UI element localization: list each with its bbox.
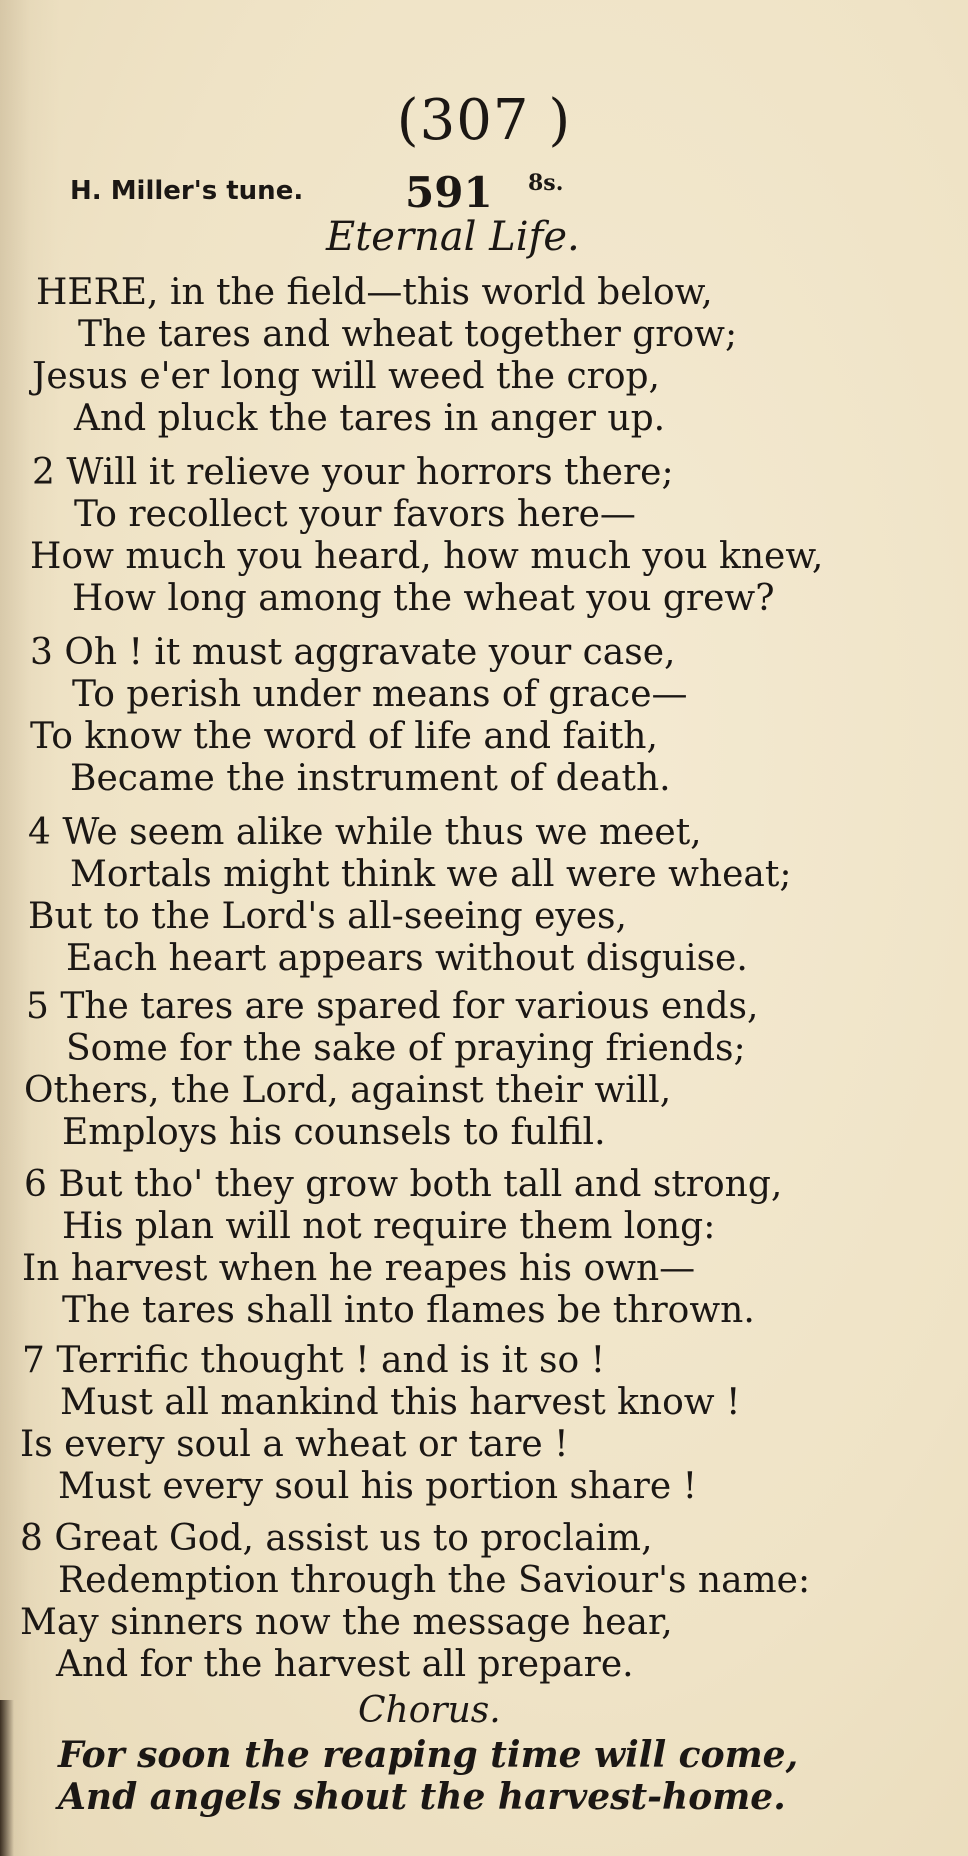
verse-4-line-4: Each heart appears without disguise. [66, 938, 748, 979]
verse-2-line-1: 2 Will it relieve your horrors there; [32, 452, 674, 493]
verse-3-line-4: Became the instrument of death. [70, 758, 671, 799]
verse-6-line-2: His plan will not require them long: [62, 1206, 716, 1247]
hymn-title: Eternal Life. [326, 214, 580, 260]
verse-6-line-1: 6 But tho' they grow both tall and strong, [24, 1164, 783, 1205]
verse-7-line-2: Must all mankind this harvest know ! [60, 1382, 741, 1423]
page-binding-shadow [0, 1700, 14, 1856]
verse-1-line-3: Jesus e'er long will weed the crop, [32, 356, 660, 397]
verse-7-line-3: Is every soul a wheat or tare ! [20, 1424, 569, 1465]
verse-7-line-1: 7 Terrific thought ! and is it so ! [22, 1340, 606, 1381]
verse-4-line-2: Mortals might think we all were wheat; [70, 854, 792, 895]
verse-1-line-1: HERE, in the field—this world below, [36, 272, 713, 313]
verse-2-line-4: How long among the wheat you grew? [72, 578, 775, 619]
chorus-title: Chorus. [358, 1690, 501, 1731]
hymn-number: 591 [405, 168, 493, 217]
verse-5-line-2: Some for the sake of praying friends; [66, 1028, 746, 1069]
verse-3-line-1: 3 Oh ! it must aggravate your case, [30, 632, 676, 673]
verse-7-line-4: Must every soul his portion share ! [58, 1466, 698, 1507]
verse-3-line-2: To perish under means of grace— [72, 674, 688, 715]
verse-8-line-4: And for the harvest all prepare. [56, 1644, 634, 1685]
chorus-line-1: For soon the reaping time will come, [58, 1734, 799, 1776]
verse-8-line-3: May sinners now the message hear, [20, 1602, 673, 1643]
verse-5-line-4: Employs his counsels to fulfil. [62, 1112, 606, 1153]
verse-1-line-4: And pluck the tares in anger up. [74, 398, 666, 439]
verse-6-line-4: The tares shall into flames be thrown. [62, 1290, 755, 1331]
page-number: (307 ) [396, 88, 572, 153]
verse-8-line-2: Redemption through the Saviour's name: [58, 1560, 811, 1601]
verse-3-line-3: To know the word of life and faith, [30, 716, 658, 757]
meter: 8s. [528, 170, 564, 196]
verse-5-line-3: Others, the Lord, against their will, [24, 1070, 672, 1111]
verse-2-line-3: How much you heard, how much you knew, [30, 536, 824, 577]
verse-4-line-3: But to the Lord's all-seeing eyes, [28, 896, 627, 937]
verse-1-line-2: The tares and wheat together grow; [78, 314, 738, 355]
tune-name: H. Miller's tune. [70, 176, 304, 206]
verse-8-line-1: 8 Great God, assist us to proclaim, [20, 1518, 653, 1559]
verse-4-line-1: 4 We seem alike while thus we meet, [28, 812, 702, 853]
verse-6-line-3: In harvest when he reapes his own— [22, 1248, 696, 1289]
verse-2-line-2: To recollect your favors here— [74, 494, 636, 535]
chorus-line-2: And angels shout the harvest-home. [58, 1776, 786, 1818]
verse-5-line-1: 5 The tares are spared for various ends, [26, 986, 759, 1027]
hymn-header [70, 168, 930, 218]
